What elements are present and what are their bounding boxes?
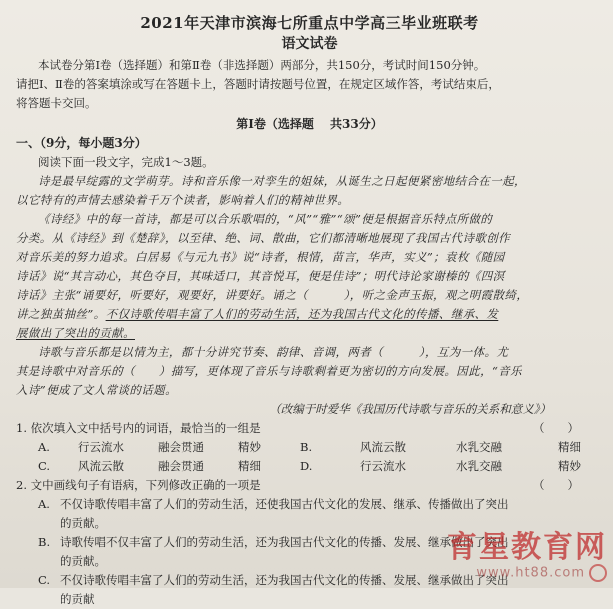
- watermark-url: [447, 564, 607, 582]
- question-2-option-c-cont: [16, 590, 603, 609]
- watermark-url-text: www.ht88.com: [476, 565, 585, 581]
- passage-p1-line-1: 诗是最早绽露的文学萌芽。诗和音乐像一对孪生的姐妹，从诞生之日起便紧密地结合在一起，: [38, 174, 526, 188]
- option-text: 的贡献: [60, 592, 95, 606]
- option-letter: B.: [38, 535, 51, 549]
- option-word: 行云流水: [78, 440, 124, 454]
- passage-p2-line-3: 对音乐美的努力追求。白居易《与元九书》说“诗者，根情，苗言，华声，实义”；袁枚《随园: [16, 250, 505, 264]
- passage-p2-line-6-text: 讲之独茧抽丝”。: [16, 307, 106, 321]
- exam-title: 2021年天津市滨海七所重点中学高三毕业班联考: [140, 14, 479, 32]
- option-word: 水乳交融: [456, 459, 502, 473]
- question-1-answer-paren: （ ）: [533, 421, 579, 435]
- intro-line-2: 请把Ⅰ、Ⅱ卷的答案填涂或写在答题卡上，答题时请按题号位置，在规定区域作答，考试结束后，: [16, 77, 500, 91]
- watermark-brand-text: 育星教育网: [447, 530, 607, 565]
- option-letter: C.: [38, 459, 51, 473]
- question-2-answer-paren: （ ）: [533, 478, 579, 492]
- option-text: 不仅诗歌传唱丰富了人们的劳动生活，还使我国古代文化的发展、继承、传播做出了突出: [60, 497, 509, 511]
- passage-p2-line-5: 诗话》主张“诵要好，听要好，观要好，讲要好。诵之（ ），听之金声玉振，观之明霞散绮，: [16, 288, 529, 302]
- option-letter: A.: [38, 497, 50, 511]
- question-1-options-row-2: [16, 457, 603, 476]
- part-label: 一、（9分，每小题3分）: [16, 136, 147, 150]
- option-word: 风流云散: [360, 440, 406, 454]
- option-letter: A.: [38, 440, 50, 454]
- option-word: 融会贯通: [158, 459, 204, 473]
- option-letter: D.: [300, 459, 313, 473]
- passage-source: （改编于时爱华《我国历代诗歌与音乐的关系和意义》）: [269, 402, 551, 416]
- option-word: 精细: [558, 440, 581, 454]
- passage-p2-line-1: 《诗经》中的每一首诗，都是可以合乐歌唱的，“风”“雅”“颂”便是根据音乐特点所做的: [38, 212, 493, 226]
- passage-p1-line-2: 以它特有的声情去感染着千万个读者，影响着人们的精神世界。: [16, 193, 350, 207]
- option-text: 的贡献。: [60, 554, 106, 568]
- option-word: 精妙: [558, 459, 581, 473]
- passage-p3-line-3: 入诗”便成了文人常谈的话题。: [16, 383, 177, 397]
- question-2-option-a: [16, 495, 603, 514]
- question-1-stem: 1. 依次填入文中括号内的词语，最恰当的一组是: [16, 421, 261, 435]
- option-text: 不仅诗歌传唱丰富了人们的劳动生活，还为我国古代文化的传播、发展、继承做出了突出: [60, 573, 509, 587]
- section-title: 第Ⅰ卷（选择题 共33分）: [236, 117, 383, 131]
- question-1-options-row-1: [16, 438, 603, 457]
- question-2: [16, 476, 603, 495]
- watermark: [447, 532, 607, 582]
- option-word: 精妙: [238, 440, 261, 454]
- passage-p2-line-6: [16, 305, 603, 324]
- option-letter: [38, 514, 60, 533]
- intro-line-1: 本试卷分第Ⅰ卷（选择题）和第Ⅱ卷（非选择题）两部分，共150分，考试时间150分钟。: [38, 58, 486, 72]
- option-text: 诗歌传唱不仅丰富了人们的劳动生活，还为我国古代文化的传播、发展、继承做出了突出: [60, 535, 509, 549]
- intro-line-3: 将答题卡交回。: [16, 96, 97, 110]
- underlined-sentence-end: 展做出了突出的贡献。: [16, 326, 135, 340]
- question-1: [16, 419, 603, 438]
- option-letter: B.: [300, 440, 313, 454]
- passage-p3-line-1: 诗歌与音乐都是以情为主，都十分讲究节奏、韵律、音调，两者（ ），互为一体。尤: [38, 345, 509, 359]
- exam-subtitle: 语文试卷: [281, 36, 338, 52]
- passage-p2-line-4: 诗话》说“其言动心，其色夺目，其味适口，其音悦耳，便是佳诗”；明代诗论家谢榛的《四溟: [16, 269, 505, 283]
- watermark-brand: [447, 532, 607, 564]
- option-word: 行云流水: [360, 459, 406, 473]
- option-word: 水乳交融: [456, 440, 502, 454]
- option-word: 风流云散: [78, 459, 124, 473]
- option-text: 的贡献。: [60, 516, 106, 530]
- option-word: 融会贯通: [158, 440, 204, 454]
- passage-p2-line-2: 分类。从《诗经》到《楚辞》，以至律、绝、词、散曲，它们都清晰地展现了我国古代诗歌创作: [16, 231, 511, 245]
- underlined-sentence: 不仅诗歌传唱丰富了人们的劳动生活，还为我国古代文化的传播、继承、发: [105, 307, 499, 321]
- watermark-logo-icon: [589, 564, 607, 582]
- option-letter: C.: [38, 573, 51, 587]
- reading-instruction: 阅读下面一段文字，完成1～3题。: [38, 155, 214, 169]
- option-letter: [38, 552, 60, 571]
- option-word: 精细: [238, 459, 261, 473]
- passage-p3-line-2: 其是诗歌中对音乐的（ ）描写，更体现了音乐与诗歌剩着更为密切的方向发展。因此，“音乐: [16, 364, 523, 378]
- option-letter: [38, 590, 60, 609]
- question-2-stem: 2. 文中画线句子有语病，下列修改正确的一项是: [16, 478, 261, 492]
